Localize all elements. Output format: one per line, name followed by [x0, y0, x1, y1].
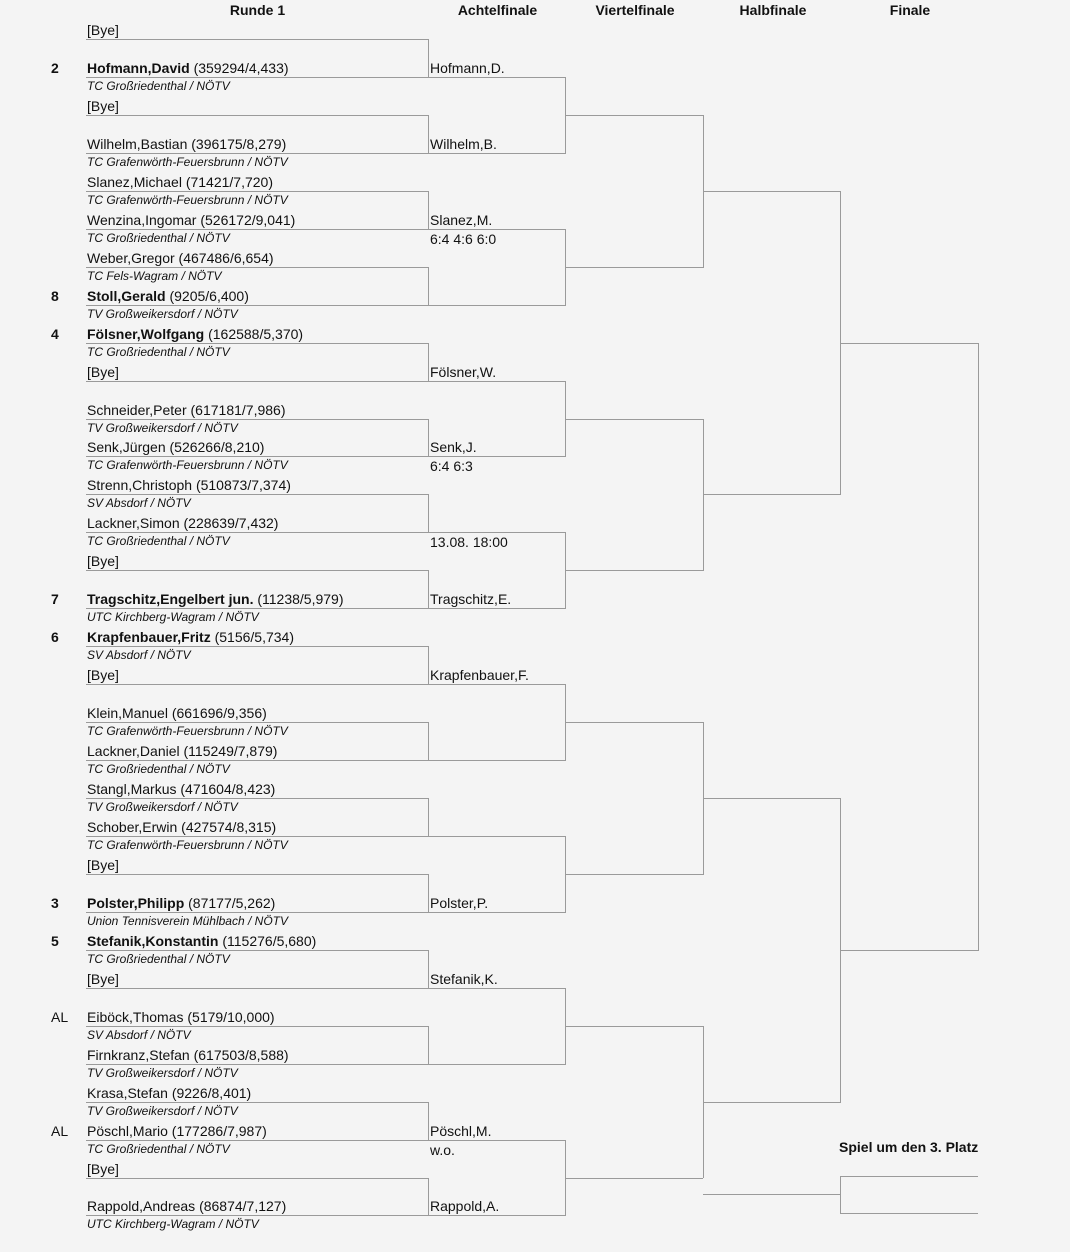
entry-underline — [86, 1102, 428, 1103]
entry-underline — [86, 1064, 428, 1065]
player-club: TC Grafenwörth-Feuersbrunn / NÖTV — [87, 458, 288, 473]
player-name: Firnkranz,Stefan — [87, 1046, 190, 1063]
player-entry[interactable] — [87, 1123, 267, 1139]
player-rating: (9205/6,400) — [165, 287, 249, 304]
player-entry[interactable] — [87, 515, 278, 531]
r16-winner[interactable]: Polster,P. — [430, 894, 489, 911]
player-entry[interactable] — [87, 553, 119, 569]
player-club: TC Großriedenthal / NÖTV — [87, 951, 230, 966]
player-name: Stefanik,Konstantin — [87, 932, 219, 949]
entry-underline — [86, 950, 428, 951]
player-name: [Bye] — [87, 667, 119, 684]
player-name: [Bye] — [87, 1160, 119, 1177]
player-rating: (471604/8,423) — [176, 781, 276, 797]
player-entry[interactable] — [87, 933, 316, 949]
r1-connector — [428, 874, 429, 913]
entry-underline — [86, 115, 428, 116]
player-entry[interactable] — [87, 1085, 251, 1101]
r1-connector — [428, 798, 429, 837]
player-rating: (177286/7,987) — [167, 1122, 267, 1139]
r1-connector — [428, 1026, 429, 1065]
r2-line — [428, 836, 565, 837]
player-name: Weber,Gregor — [87, 249, 175, 266]
player-rating: (5156/5,734) — [210, 629, 294, 646]
player-club: TV Großweikersdorf / NÖTV — [87, 420, 238, 435]
entry-underline — [86, 608, 428, 609]
player-entry[interactable] — [87, 326, 303, 342]
sf-line — [703, 494, 840, 495]
entry-underline — [86, 1215, 428, 1216]
player-club: SV Absdorf / NÖTV — [87, 648, 191, 663]
r2-line — [428, 381, 565, 382]
player-name: Lackner,Simon — [87, 515, 180, 532]
player-name: Schneider,Peter — [87, 401, 187, 418]
player-rating: (86874/7,127) — [195, 1198, 287, 1215]
r16-score: w.o. — [430, 1141, 455, 1158]
qf-line — [565, 267, 703, 268]
r1-connector — [428, 570, 429, 609]
entry-underline — [86, 836, 428, 837]
entry-underline — [86, 1140, 428, 1141]
player-rating: (526172/9,041) — [196, 211, 296, 228]
r2-line — [428, 456, 565, 457]
player-name: [Bye] — [87, 553, 119, 570]
r2-line — [428, 988, 565, 989]
r2-line — [428, 229, 565, 230]
player-entry[interactable] — [87, 212, 295, 228]
entry-underline — [86, 229, 428, 230]
player-rating: (162588/5,370) — [204, 325, 304, 342]
player-entry[interactable] — [87, 971, 119, 987]
r2-line — [428, 77, 565, 78]
player-entry[interactable] — [87, 743, 277, 759]
player-rating: (228639/7,432) — [179, 515, 279, 532]
r16-winner[interactable]: Stefanik,K. — [430, 970, 498, 987]
player-rating: (115276/5,680) — [218, 932, 317, 949]
player-entry[interactable] — [87, 895, 275, 911]
entry-underline — [86, 760, 428, 761]
r2-line — [428, 1140, 565, 1141]
player-club: TV Großweikersdorf / NÖTV — [87, 1065, 238, 1080]
entry-underline — [86, 798, 428, 799]
r1-connector — [428, 1178, 429, 1217]
player-entry[interactable] — [87, 705, 267, 721]
player-entry[interactable] — [87, 1047, 289, 1063]
player-rating: (5179/10,000) — [183, 1008, 275, 1025]
entry-underline — [86, 456, 428, 457]
entry-underline — [86, 1178, 428, 1179]
r16-winner[interactable]: Slanez,M. — [430, 211, 493, 228]
header-final: Finale — [889, 2, 931, 18]
player-club: TC Großriedenthal / NÖTV — [87, 344, 230, 359]
r16-winner[interactable]: Tragschitz,E. — [430, 591, 512, 608]
entry-underline — [86, 153, 428, 154]
player-entry[interactable] — [87, 174, 273, 190]
seed-label: 8 — [51, 287, 59, 304]
qf-line — [565, 1026, 703, 1027]
player-rating: (617503/8,588) — [189, 1046, 289, 1063]
player-entry[interactable] — [87, 781, 275, 797]
r1-connector — [428, 646, 429, 685]
player-entry[interactable] — [87, 667, 119, 683]
r2-line — [428, 912, 565, 913]
player-rating: (427574/8,315) — [177, 818, 277, 835]
player-rating: (87177/5,262) — [184, 894, 276, 911]
r1-connector — [428, 950, 429, 989]
player-name: Klein,Manuel — [87, 705, 168, 722]
entry-underline — [86, 267, 428, 268]
qf-line — [565, 115, 703, 116]
player-name: Strenn,Christoph — [87, 477, 193, 494]
entry-underline — [86, 191, 428, 192]
r16-winner[interactable]: Rappold,A. — [430, 1198, 500, 1215]
r16-winner[interactable]: Pöschl,M. — [430, 1122, 492, 1139]
header-round1: Runde 1 — [229, 2, 286, 18]
entry-underline — [86, 39, 428, 40]
qf-line — [565, 419, 703, 420]
player-name: Fölsner,Wolfgang — [87, 325, 205, 342]
entry-underline — [86, 419, 428, 420]
player-club: TC Großriedenthal / NÖTV — [87, 534, 230, 549]
qf-line — [565, 874, 703, 875]
player-rating: (71421/7,720) — [181, 173, 274, 190]
seed-label: AL — [51, 1008, 69, 1025]
player-entry[interactable] — [87, 439, 264, 455]
player-entry[interactable] — [87, 1198, 286, 1214]
player-rating: (661696/9,356) — [167, 705, 267, 722]
entry-underline — [86, 305, 428, 306]
r1-connector — [428, 419, 429, 458]
entry-underline — [86, 988, 428, 989]
player-rating: (526266/8,210) — [165, 439, 265, 456]
qf-line — [565, 1178, 703, 1179]
player-name: Senk,Jürgen — [87, 439, 166, 456]
r1-connector — [428, 39, 429, 78]
player-club: UTC Kirchberg-Wagram / NÖTV — [87, 1217, 259, 1232]
player-name: Stangl,Markus — [87, 781, 177, 797]
player-entry[interactable] — [87, 98, 119, 114]
player-rating: (510873/7,374) — [192, 477, 291, 494]
player-name: Polster,Philipp — [87, 894, 185, 911]
player-name: [Bye] — [87, 22, 119, 38]
entry-underline — [86, 722, 428, 723]
player-entry[interactable] — [87, 136, 286, 152]
player-name: Rappold,Andreas — [87, 1198, 196, 1215]
entry-underline — [86, 381, 428, 382]
entry-underline — [86, 532, 428, 533]
player-entry[interactable] — [87, 819, 276, 835]
player-entry[interactable] — [87, 477, 291, 493]
player-club: TC Grafenwörth-Feuersbrunn / NÖTV — [87, 724, 288, 739]
player-club: TC Grafenwörth-Feuersbrunn / NÖTV — [87, 837, 288, 852]
player-entry[interactable] — [87, 22, 119, 38]
player-club: UTC Kirchberg-Wagram / NÖTV — [87, 610, 259, 625]
player-name: Hofmann,David — [87, 59, 190, 76]
final-line — [840, 343, 978, 344]
r2-line — [428, 760, 565, 761]
entry-underline — [86, 1026, 428, 1027]
final-line — [840, 950, 978, 951]
player-club: TC Großriedenthal / NÖTV — [87, 78, 230, 93]
r1-connector — [428, 1102, 429, 1141]
player-rating: (115249/7,879) — [179, 743, 278, 760]
player-entry[interactable] — [87, 857, 119, 873]
player-rating: (359294/4,433) — [189, 59, 289, 76]
r2-line — [428, 305, 565, 306]
qf-line — [565, 722, 703, 723]
entry-underline — [86, 646, 428, 647]
player-name: [Bye] — [87, 97, 119, 114]
player-name: [Bye] — [87, 856, 119, 873]
player-entry[interactable] — [87, 1009, 275, 1025]
player-rating: (11238/5,979) — [253, 591, 344, 608]
r16-winner[interactable]: Krapfenbauer,F. — [430, 667, 529, 684]
player-name: Lackner,Daniel — [87, 743, 180, 760]
entry-underline — [86, 77, 428, 78]
player-entry[interactable] — [87, 288, 249, 304]
r1-connector — [428, 191, 429, 230]
player-club: SV Absdorf / NÖTV — [87, 496, 191, 511]
sf-line — [703, 798, 840, 799]
entry-underline — [86, 570, 428, 571]
r1-connector — [428, 115, 429, 154]
seed-label: 3 — [51, 894, 59, 911]
player-entry[interactable] — [87, 60, 289, 76]
qf-line — [565, 570, 703, 571]
player-rating: (9226/8,401) — [167, 1084, 252, 1101]
player-club: TV Großweikersdorf / NÖTV — [87, 1103, 238, 1118]
r1-connector — [428, 267, 429, 306]
third-place-connector — [840, 1176, 841, 1214]
player-club: TV Großweikersdorf / NÖTV — [87, 800, 238, 814]
player-club: SV Absdorf / NÖTV — [87, 1027, 191, 1042]
r16-winner[interactable]: Senk,J. — [430, 439, 477, 456]
player-rating: (617181/7,986) — [186, 401, 286, 418]
player-entry[interactable] — [87, 402, 285, 418]
r2-line — [428, 153, 565, 154]
r16-winner[interactable]: Wilhelm,B. — [430, 135, 497, 152]
third-place-top — [840, 1176, 978, 1177]
entry-underline — [86, 343, 428, 344]
player-name: Tragschitz,Engelbert jun. — [87, 591, 254, 608]
player-name: [Bye] — [87, 970, 119, 987]
player-rating: (396175/8,279) — [187, 135, 287, 152]
r2-line — [428, 1215, 565, 1216]
player-name: Slanez,Michael — [87, 173, 182, 190]
player-club: TC Grafenwörth-Feuersbrunn / NÖTV — [87, 192, 288, 207]
third-place-line — [703, 1194, 840, 1195]
entry-underline — [86, 494, 428, 495]
seed-label: 4 — [51, 325, 59, 342]
r2-line — [428, 532, 565, 533]
r16-winner[interactable]: Fölsner,W. — [430, 363, 497, 380]
player-name: Schober,Erwin — [87, 818, 178, 835]
player-name: Stoll,Gerald — [87, 287, 166, 304]
r16-score: 6:4 6:3 — [430, 458, 473, 475]
player-name: Wilhelm,Bastian — [87, 135, 188, 152]
header-semifinal: Halbfinale — [739, 2, 807, 18]
player-name: Krapfenbauer,Fritz — [87, 629, 211, 646]
entry-underline — [86, 684, 428, 685]
seed-label: 6 — [51, 629, 59, 646]
player-name: Eiböck,Thomas — [87, 1008, 184, 1025]
player-club: TC Großriedenthal / NÖTV — [87, 762, 230, 777]
player-club: TC Großriedenthal / NÖTV — [87, 230, 230, 245]
seed-label: AL — [51, 1122, 69, 1139]
r2-line — [428, 1064, 565, 1065]
seed-label: 7 — [51, 591, 59, 608]
player-entry[interactable] — [87, 629, 294, 645]
final-connector — [978, 343, 979, 951]
player-entry[interactable] — [87, 250, 274, 266]
player-name: Wenzina,Ingomar — [87, 211, 197, 228]
player-club: TV Großweikersdorf / NÖTV — [87, 306, 238, 321]
player-club: Union Tennisverein Mühlbach / NÖTV — [87, 913, 288, 928]
third-place-bottom — [840, 1213, 978, 1214]
entry-underline — [86, 912, 428, 913]
r16-score: 13.08. 18:00 — [430, 534, 508, 551]
player-name: [Bye] — [87, 363, 119, 380]
player-entry[interactable] — [87, 1161, 119, 1177]
r1-connector — [428, 494, 429, 533]
r2-line — [428, 608, 565, 609]
seed-label: 2 — [51, 59, 59, 76]
player-name: Krasa,Stefan — [87, 1084, 168, 1101]
r2-line — [428, 684, 565, 685]
header-quarterfinal: Viertelfinale — [595, 2, 675, 18]
r1-connector — [428, 343, 429, 382]
header-round-of-16: Achtelfinale — [457, 2, 538, 18]
player-club: TC Grafenwörth-Feuersbrunn / NÖTV — [87, 154, 288, 169]
player-club: TC Fels-Wagram / NÖTV — [87, 268, 222, 283]
sf-line — [703, 1102, 840, 1103]
sf-line — [703, 191, 840, 192]
third-place-label: Spiel um den 3. Platz — [839, 1139, 979, 1155]
r16-score: 6:4 4:6 6:0 — [430, 230, 497, 247]
r16-winner[interactable]: Hofmann,D. — [430, 59, 505, 76]
player-rating: (467486/6,654) — [174, 249, 274, 266]
player-entry[interactable] — [87, 591, 344, 607]
seed-label: 5 — [51, 932, 59, 949]
player-name: Pöschl,Mario — [87, 1122, 168, 1139]
player-entry[interactable] — [87, 364, 119, 380]
entry-underline — [86, 874, 428, 875]
player-club: TC Großriedenthal / NÖTV — [87, 1141, 230, 1156]
r1-connector — [428, 722, 429, 761]
